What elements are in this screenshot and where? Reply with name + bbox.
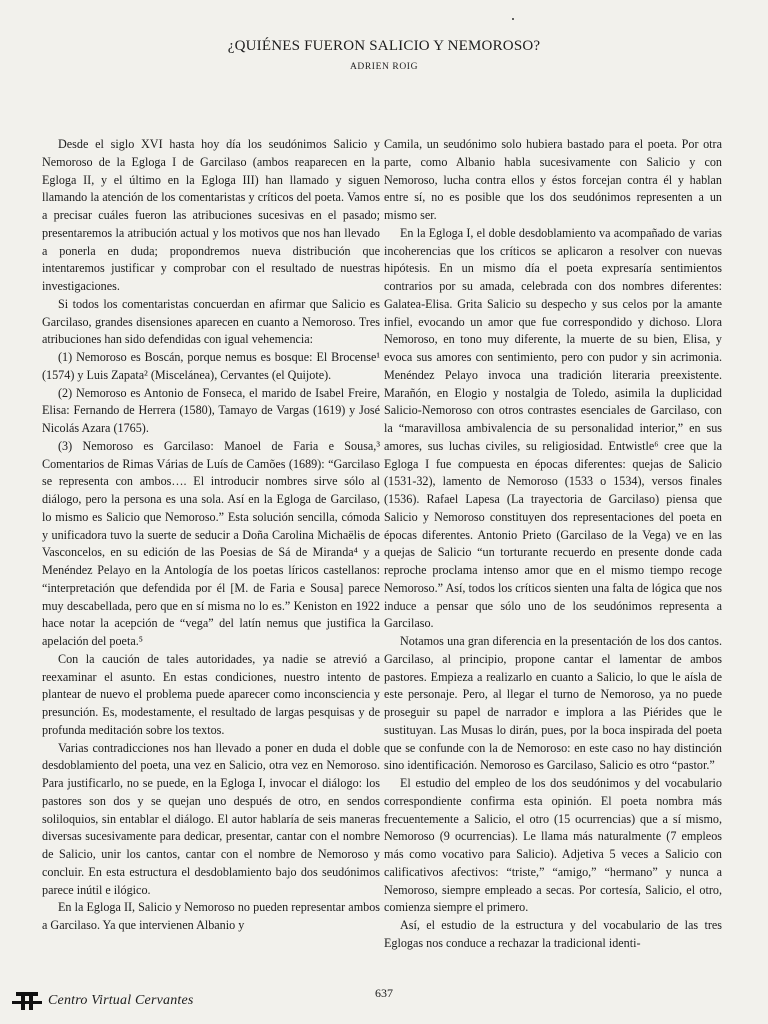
paragraph: Así, el estudio de la estructura y del vocabulario de las tres Eglogas nos conduce a rechazar la tradicional identi- [384, 918, 722, 950]
paragraph: (1) Nemoroso es Boscán, porque nemus es bosque: El Brocense¹ (1574) y Luis Zapata² (Miscelánea), Cervantes (el Quijote). [42, 350, 380, 382]
speck-mark [512, 18, 514, 20]
paragraph: (3) Nemoroso es Garcilaso: Manoel de Faria e Sousa,³ Comentarios de Rimas Várias de Luís de Camões (1689): “Garcilaso se representa con ambos…. El introducir nombres sirve sólo al diálogo, pero la persona es una sola. Así en la Egloga de Garcilaso, lo mismo es Salicio que Nemoroso.” Esta solución sencilla, cómoda y unificadora tuvo la suerte de seducir a Doña Carolina Michaëlis de Vasconcelos, en su edición de las Poesias de Sá de Miranda⁴ y a Menéndez Pelayo en la Antología de los poetas líricos castellanos: “interpretación que defendida por él [M. de Faria e Sousa] parece muy descabellada, pero que en sí misma no lo es.” Keniston en 1922 hace notar la acepción de “vega” del latín nemus que justifica la apelación del poeta.⁵ [42, 438, 380, 648]
paragraph: Varias contradicciones nos han llevado a poner en duda el doble desdoblamiento del poeta, una vez en Salicio, otra vez en Nemoroso. Para justificarlo, no se puede, en la Egloga I, invocar el diálogo: los pastores son dos y se quejan uno después de otro, en sendos soliloquios, sin entablar el diálogo. El autor hablaría de seis maneras diversas sucesivamente para dedicar, presentar, cantar con el nombre de Salicio, unir los cantos, cantar con el nombre de Nemoroso y concluir. En esta estructura el desdoblamiento bajo dos seudónimos parece inútil e ilógico. [42, 740, 380, 897]
paragraph: (2) Nemoroso es Antonio de Fonseca, el marido de Isabel Freire, Elisa: Fernando de Herrera (1580), Tamayo de Vargas (1619) y José Nicolás Azara (1765). [42, 385, 380, 435]
article-title: ¿QUIÉNES FUERON SALICIO Y NEMOROSO? [227, 38, 541, 54]
paragraph: Si todos los comentaristas concuerdan en afirmar que Salicio es Garcilaso, grandes disensiones aparecen en cuanto a Nemoroso. Tres atribuciones han sido defendidas con igual vehemencia: [42, 296, 380, 347]
paragraph: En la Egloga II, Salicio y Nemoroso no pueden representar ambos a Garcilaso. Ya que intervienen Albanio y [42, 900, 380, 932]
paragraph: Notamos una gran diferencia en la presentación de los dos cantos. Garcilaso, al principio, propone cantar el lamentar de ambos pastores. Empieza a realizarlo en cuanto a Salicio, lo que le aísla de este personaje. Pero, al llegar el turno de Nemoroso, ya no puede proseguir su papel de narrador e implora a las Piérides que le sustituyan. Las Musas lo dirán, pues, por la boca inspirada del poeta que se confunde con la de Nemoroso: en este caso no hay distinción sino identificación. Nemoroso es Garcilaso, Salicio es otro “pastor.” [384, 634, 722, 773]
paragraph: Camila, un seudónimo solo hubiera bastado para el poeta. Por otra parte, como Albanio habla sucesivamente con Salicio y con Nemoroso, lucha contra ellos y éstos forcejan contra él y hablan entre sí, no es posible que los dos seudónimos representen a un mismo ser. [384, 137, 722, 222]
paragraph: En la Egloga I, el doble desdoblamiento va acompañado de varias incoherencias que los críticos se aplicaron a resolver con nuevas hipótesis. En un mismo día el poeta expresaría sentimientos contrarios por su amada, celebrada con dos nombres diferentes: Galatea-Elisa. Grita Salicio su despecho y sus celos por la amante infiel, evocando un amor que fue correspondido y dichoso. Llora Nemoroso, en tono muy diferente, la muerte de su bien, Elisa, y evoca sus amores con sentimiento, pero con pudor y sin acrimonia. Menéndez Pelayo invoca una tradición literaria preexistente. Marañón, en Elogio y nostalgia de Toledo, asimila la duplicidad Salicio-Nemoroso con otros contrastes esenciales de Garcilaso, con la “maravillosa ambivalencia de su personalidad interior,” en sus amores, sus luchas civiles, su religiosidad. Entwistle⁶ cree que la Egloga I fue compuesta en épocas diferentes: quejas de Salicio (1531-32), lamento de Nemoroso (1533 o 1534), versos finales (1536). Rafael Lapesa (La trayectoria de Garcilaso) piensa que Salicio y Nemoroso constituyen dos representaciones del poeta en épocas diferentes. Antonio Prieto (Garcilaso de la Vega) ve en las quejas de Salicio “un torturante recuerdo en presente donde cada reproche proclama intenso amor que en el mismo tiempo recoge Nemoroso.” Así, todos los críticos sienten una falta de lógica que nos induce a pensar que sólo uno de los seudónimos representa a Garcilaso. [384, 225, 722, 631]
right-column [384, 136, 722, 953]
paragraph: Desde el siglo XVI hasta hoy día los seudónimos Salicio y Nemoroso de la Egloga I de Garcilaso (ambos reaparecen en la Egloga II, y el último en la Egloga III) han llamado y siguen llamando la atención de los comentaristas y críticos del poeta. Vamos a precisar cuáles fueron las atribuciones sucesivas en el pasado; presentaremos la atribución actual y los motivos que nos han llevado a ponerla en duda; propondremos nueva distribución que intentaremos justificar y comprobar con el resultado de nuestras investigaciones. [42, 137, 380, 293]
paragraph: El estudio del empleo de los dos seudónimos y del vocabulario correspondiente confirma esta opinión. El poeta nombra más frecuentemente a Salicio, el otro (15 ocurrencias) que a sí mismo, Nemoroso (9 ocurrencias). Le llama más naturalmente (7 empleos más como vocativo para Salicio). Adjetiva 5 veces a Salicio con calificativos afectivos: “triste,” “amigo,” “hermano” y nunca a Nemoroso, siempre empleado a secas. Por cortesía, Salicio, el otro, comienza siempre el primero. [384, 776, 722, 915]
logo-text: Centro Virtual Cervantes [48, 993, 194, 1008]
page-number: 637 [375, 986, 393, 1000]
article-author: ADRIEN ROIG [349, 62, 419, 72]
paragraph: Con la caución de tales autoridades, ya nadie se atrevió a reexaminar el asunto. En estas condiciones, nuestro intento de plantear de nuevo el problema puede aparecer como inconsciencia y presunción. Es, modestamente, el resultado de largas pesquisas y de profunda meditación sobre los textos. [42, 651, 380, 737]
left-column [42, 136, 380, 935]
